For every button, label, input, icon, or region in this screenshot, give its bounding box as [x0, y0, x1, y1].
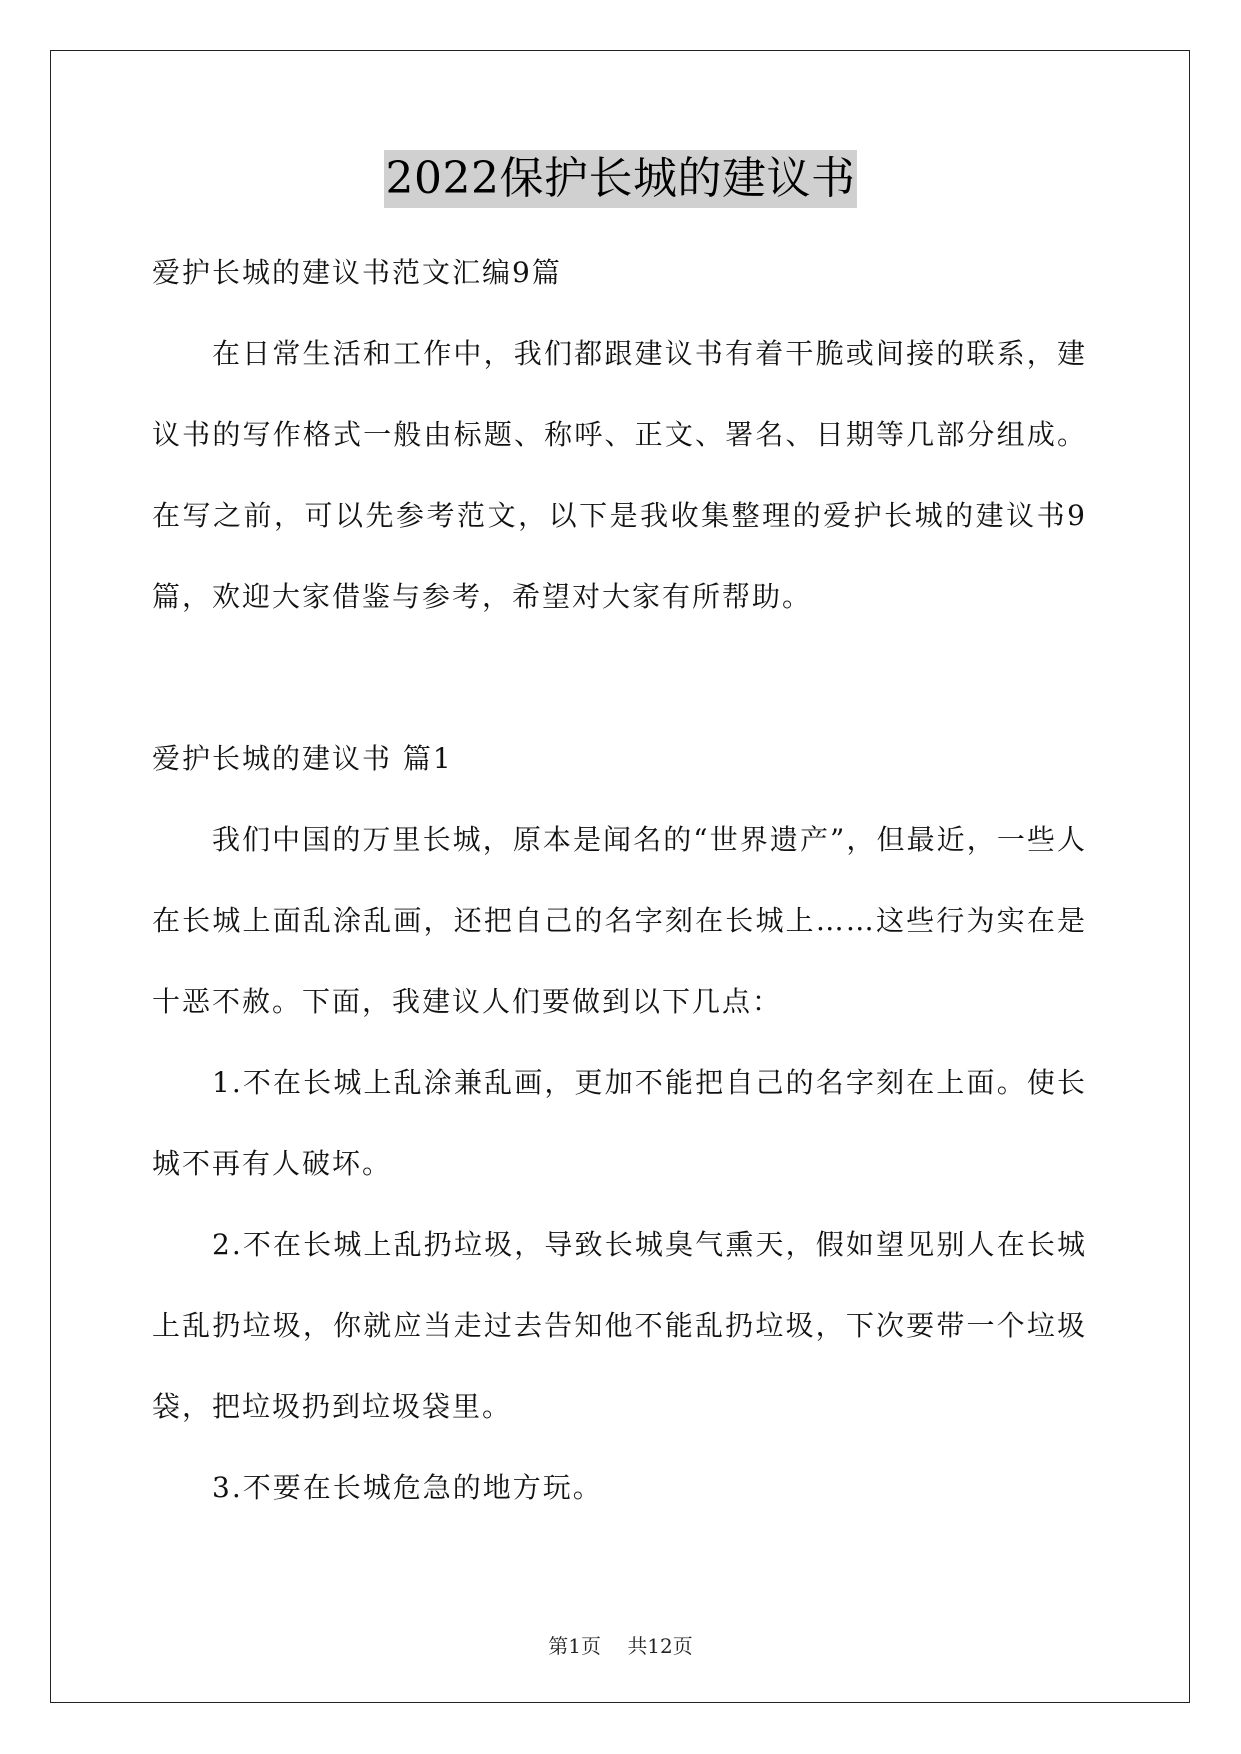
section-heading: 爱护长城的建议书 篇1 — [152, 742, 453, 775]
subtitle: 爱护长城的建议书范文汇编9篇 — [152, 256, 562, 289]
page-footer — [0, 1630, 1241, 1659]
page-number: 第1页 — [548, 1634, 601, 1658]
title-container — [0, 150, 1241, 208]
intro-paragraph: 在日常生活和工作中，我们都跟建议书有着干脆或间接的联系，建议书的写作格式一般由标题、称呼、正文、署名、日期等几部分组成。在写之前，可以先参考范文，以下是我收集整理的爱护长城的建议书9篇，欢迎大家借鉴与参考，希望对大家有所帮助。 — [152, 337, 1087, 613]
body-paragraph: 我们中国的万里长城，原本是闻名的“世界遗产”，但最近，一些人在长城上面乱涂乱画，还把自己的名字刻在长城上……这些行为实在是十恶不赦。下面，我建议人们要做到以下几点： — [152, 823, 1087, 1018]
document-body — [152, 232, 1087, 1528]
document-title: 2022保护长城的建议书 — [384, 150, 858, 208]
body-paragraph: 3.不要在长城危急的地方玩。 — [212, 1471, 603, 1504]
body-paragraph: 2.不在长城上乱扔垃圾，导致长城臭气熏天，假如望见别人在长城上乱扔垃圾，你就应当走过去告知他不能乱扔垃圾，下次要带一个垃圾袋，把垃圾扔到垃圾袋里。 — [152, 1228, 1087, 1423]
body-paragraph: 1.不在长城上乱涂兼乱画，更加不能把自己的名字刻在上面。使长城不再有人破坏。 — [152, 1066, 1087, 1180]
page-total: 共12页 — [627, 1634, 693, 1658]
